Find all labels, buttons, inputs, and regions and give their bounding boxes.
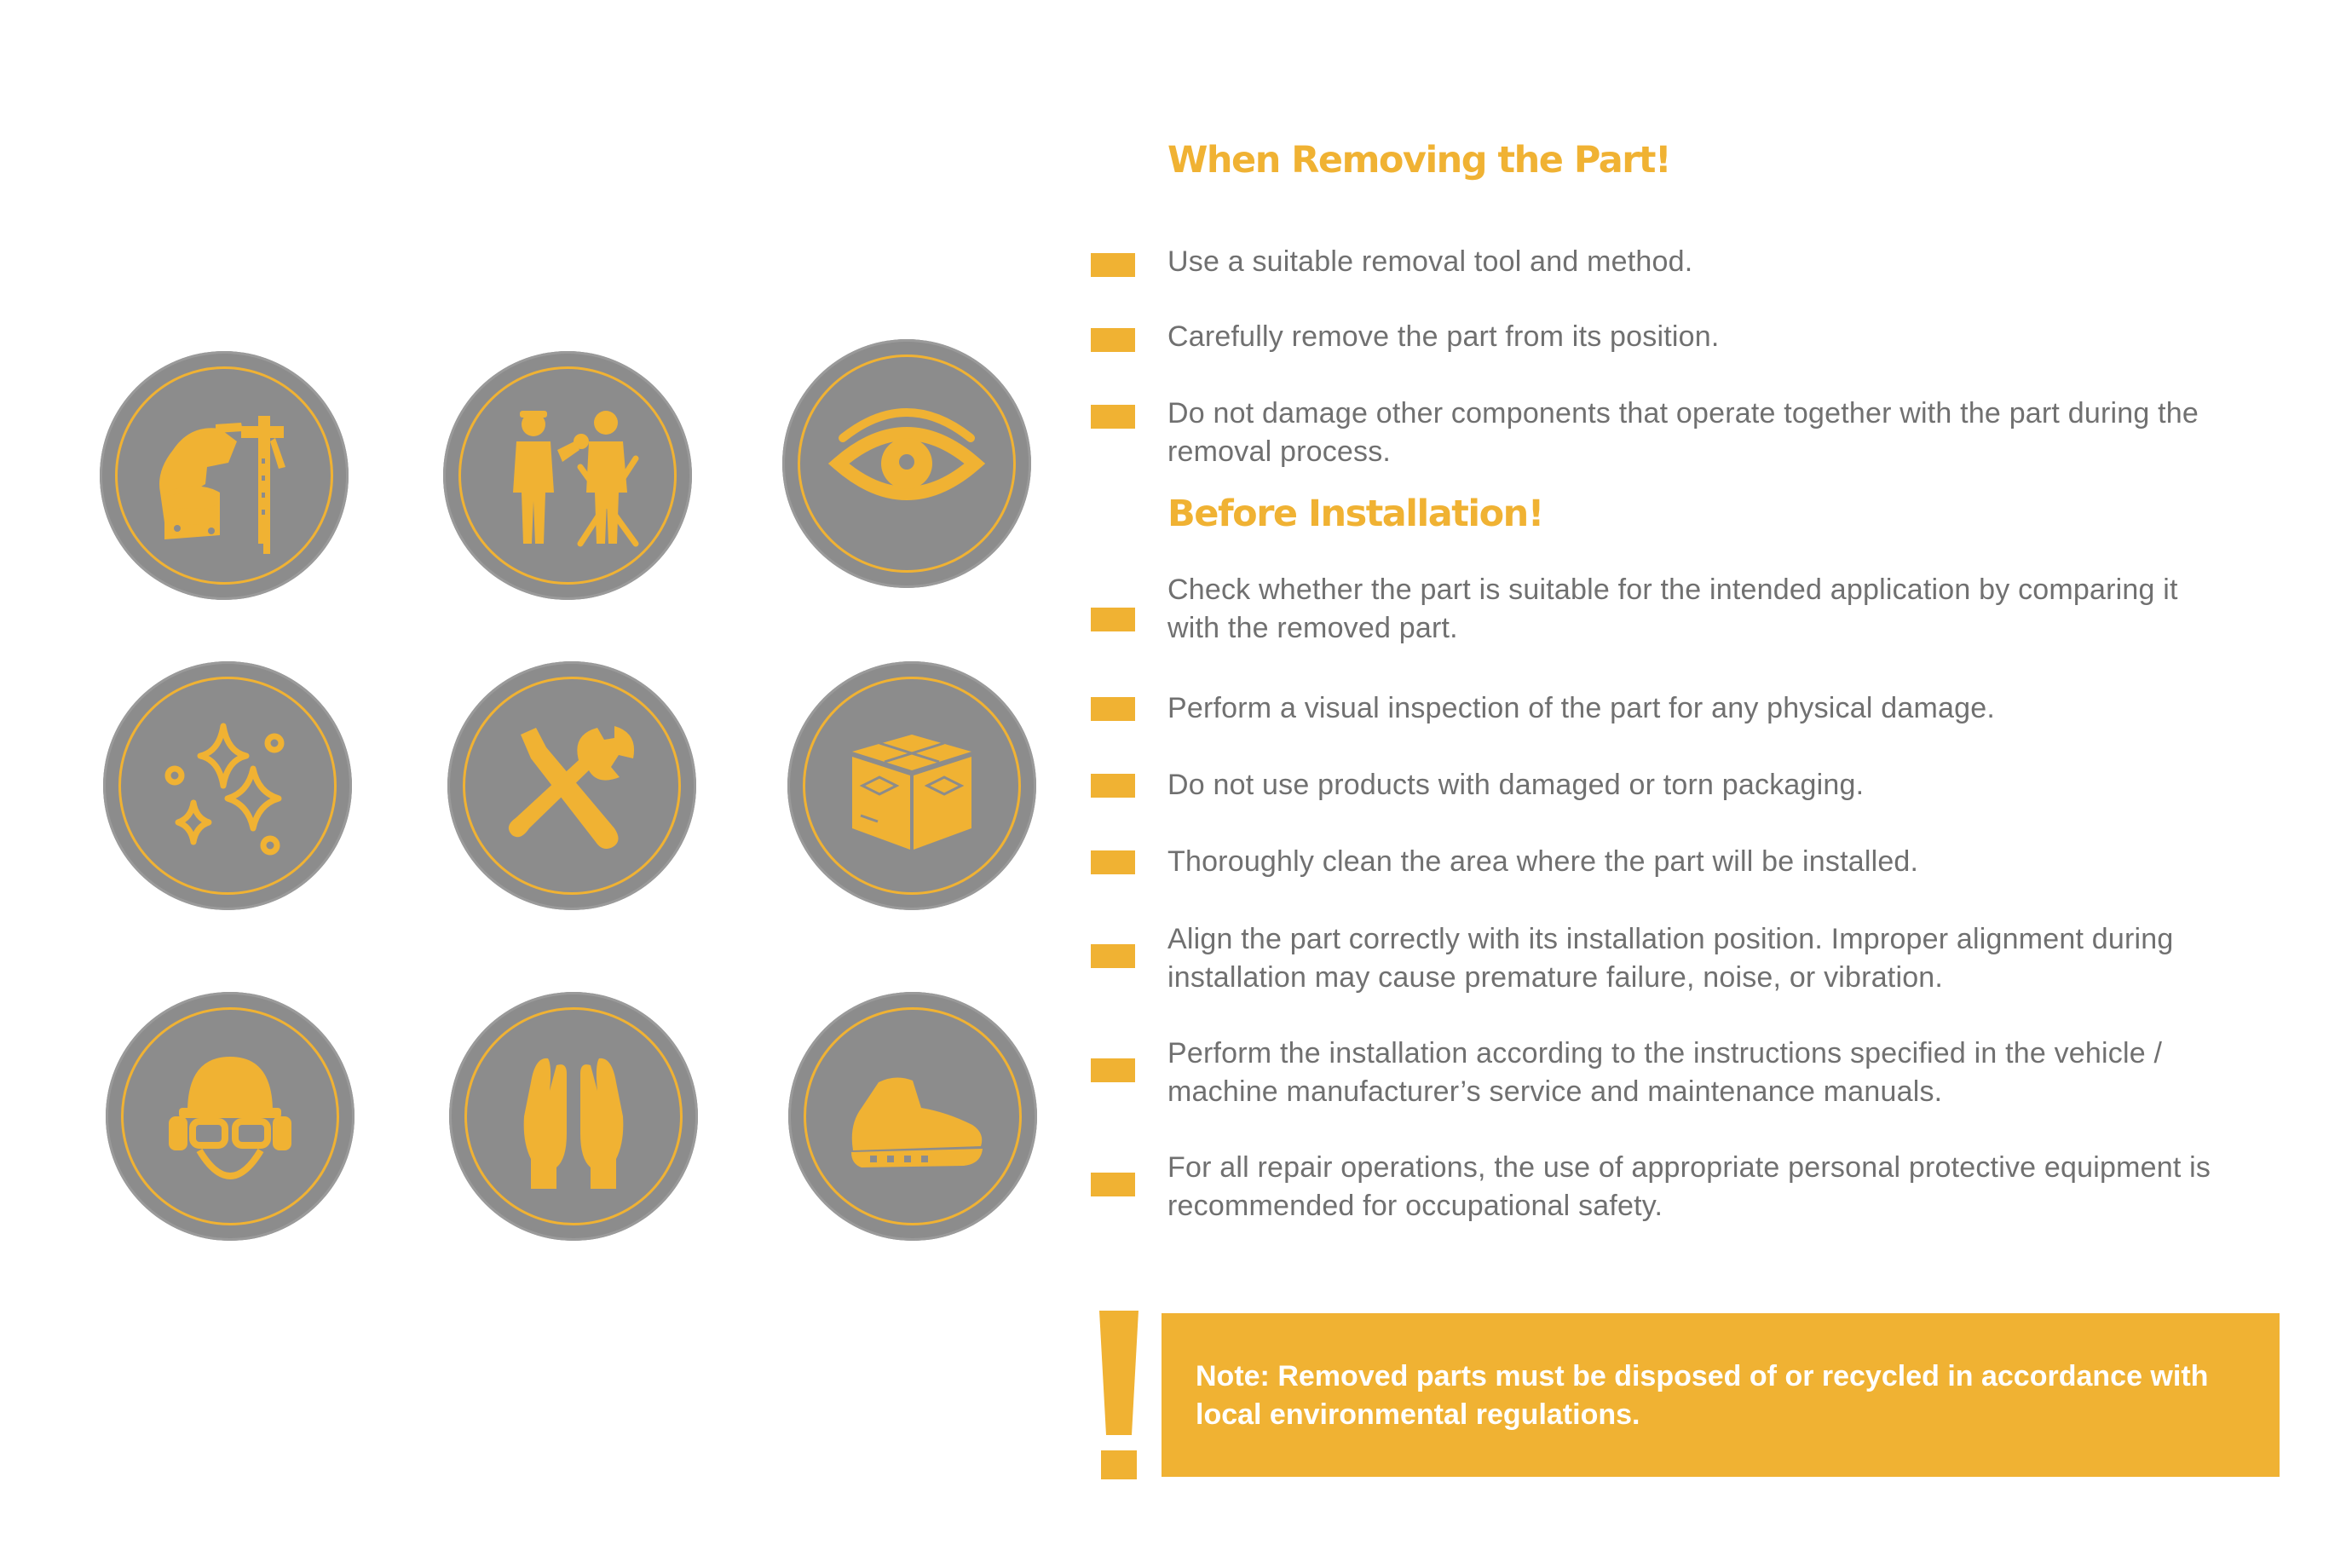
bullet-marker xyxy=(1091,774,1135,798)
note-box xyxy=(1162,1313,2280,1477)
measuring-part-icon xyxy=(100,351,349,600)
gloves-icon xyxy=(449,992,698,1241)
safety-icon-grid xyxy=(0,0,1057,1568)
bullet-marker xyxy=(1091,328,1135,352)
packaging-box-icon xyxy=(787,661,1036,910)
exclamation-icon xyxy=(1098,1311,1140,1481)
item-text: Align the part correctly with its installation position. Improper alignment during installation may cause premature failure, noise, or vibration. xyxy=(1167,923,2174,994)
bullet-marker xyxy=(1091,697,1135,721)
eye-inspection-icon xyxy=(782,339,1031,588)
installation-title: Before Installation! xyxy=(1167,493,1543,535)
safety-shoe-icon xyxy=(788,992,1037,1241)
clean-sparkle-icon xyxy=(103,661,352,910)
bullet-marker xyxy=(1091,944,1135,968)
item-text: Perform a visual inspection of the part for any physical damage. xyxy=(1167,692,1995,724)
item-text: Use a suitable removal tool and method. xyxy=(1167,245,1693,278)
tools-icon xyxy=(447,661,696,910)
item-text: Do not damage other components that operate together with the part during the removal process. xyxy=(1167,397,2199,468)
helmet-goggles-earmuffs-icon xyxy=(106,992,355,1241)
item-text: Thoroughly clean the area where the part will be installed. xyxy=(1167,845,1919,878)
qualified-technician-icon xyxy=(443,351,692,600)
bullet-marker xyxy=(1091,850,1135,874)
note-text: Note: Removed parts must be disposed of or recycled in accordance with local environmental regulations. xyxy=(1196,1360,2209,1431)
item-text: Carefully remove the part from its position. xyxy=(1167,320,1720,353)
removing-title: When Removing the Part! xyxy=(1167,139,1671,182)
item-text: Check whether the part is suitable for the intended application by comparing it with the removed part. xyxy=(1167,574,2178,644)
item-text: For all repair operations, the use of appropriate personal protective equipment is recommended for occupational safety. xyxy=(1167,1151,2211,1222)
item-text: Perform the installation according to the instructions specified in the vehicle / machine manufacturer’s service and maintenance manuals. xyxy=(1167,1037,2163,1108)
bullet-marker xyxy=(1091,1173,1135,1196)
bullet-marker xyxy=(1091,1058,1135,1082)
bullet-marker xyxy=(1091,608,1135,631)
bullet-marker xyxy=(1091,405,1135,429)
item-text: Do not use products with damaged or torn packaging. xyxy=(1167,769,1865,801)
bullet-marker xyxy=(1091,253,1135,277)
